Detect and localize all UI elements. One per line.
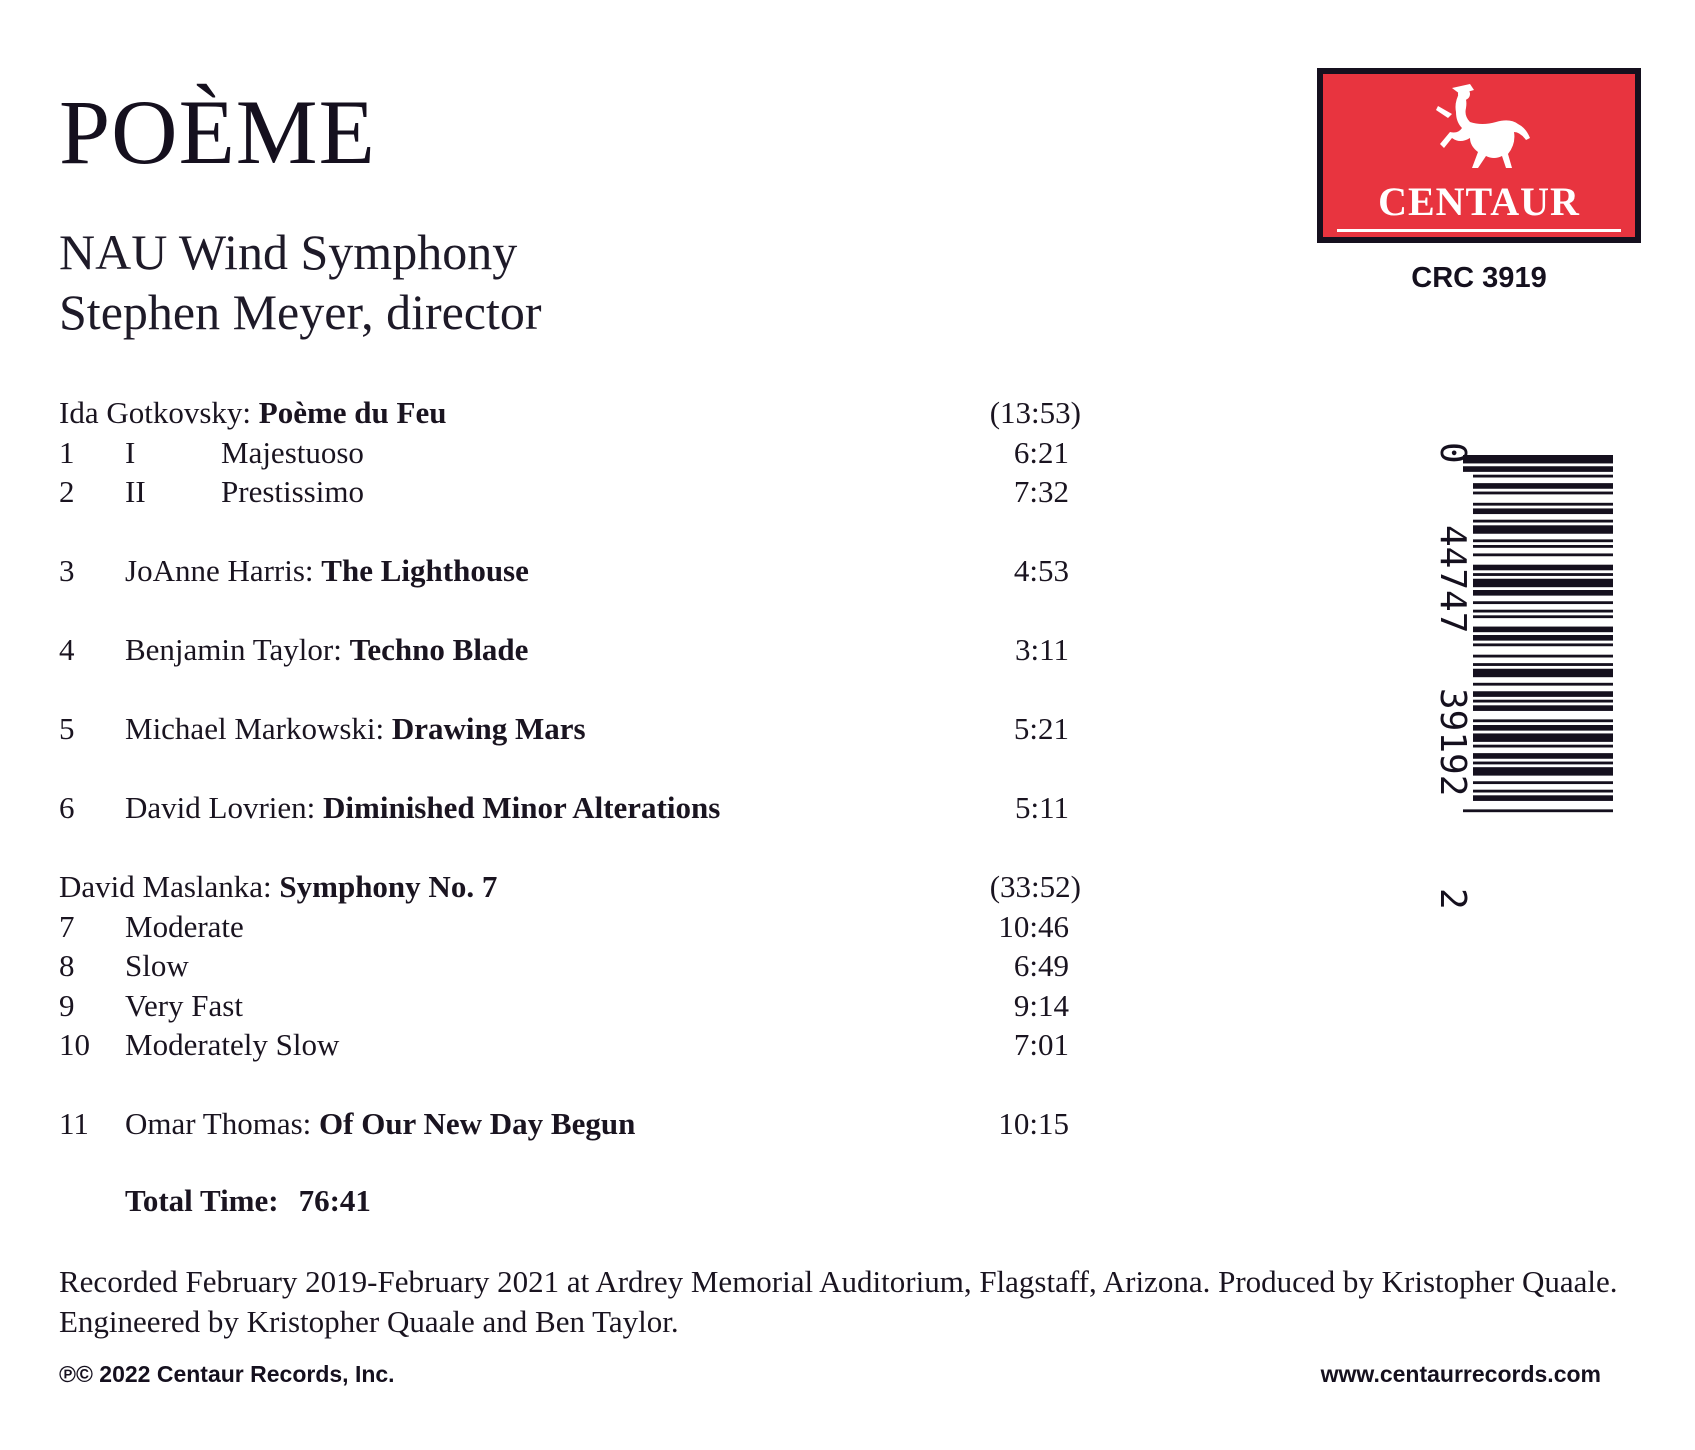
track-number: 7 — [59, 908, 75, 944]
track-number: 11 — [59, 1106, 89, 1141]
movement-numeral: II — [125, 474, 146, 509]
track-number: 8 — [59, 948, 75, 983]
track-row — [59, 1104, 1069, 1144]
barcode-bar — [1473, 590, 1613, 596]
barcode-bar — [1473, 627, 1613, 633]
track-row — [59, 709, 1069, 749]
movement-title: Moderate — [125, 908, 244, 944]
track-duration: 4:53 — [1013, 553, 1069, 588]
work-title: Poème du Feu — [258, 395, 447, 430]
track-row — [59, 433, 1069, 473]
barcode-bar — [1473, 579, 1613, 587]
copyright-line: ℗© 2022 Centaur Records, Inc. — [59, 1361, 395, 1387]
track-row — [59, 630, 1069, 670]
track-number: 9 — [59, 987, 75, 1023]
composer-name: David Maslanka: — [59, 869, 280, 904]
barcode-bar — [1473, 615, 1613, 618]
total-time-label: Total Time: — [125, 1183, 279, 1218]
composer-name: Benjamin Taylor: — [125, 632, 350, 667]
track-row — [59, 472, 1069, 512]
barcode-lead-digit: 0 — [1432, 442, 1473, 464]
barcode-bar — [1473, 565, 1613, 571]
track-number: 1 — [59, 434, 75, 470]
track-number: 4 — [59, 632, 75, 667]
recording-notes: Recorded February 2019-February 2021 at Ardrey Memorial Auditorium, Flagstaff, Arizona. Produced by Kristopher Quaale. Engineered by Kristopher Quaale and Ben Taylor. — [59, 1264, 1618, 1339]
track-duration: 7:01 — [1013, 1027, 1069, 1062]
director-name: Stephen Meyer, director — [59, 284, 542, 340]
work-duration: (13:53) — [989, 395, 1081, 430]
track-duration: 5:21 — [1013, 711, 1069, 746]
total-time — [125, 1183, 371, 1219]
barcode-bar — [1473, 539, 1613, 542]
barcode-bar — [1473, 691, 1613, 697]
barcode-bar — [1473, 492, 1613, 495]
barcode-bar — [1473, 508, 1613, 514]
barcode-bar — [1473, 719, 1613, 722]
track-row — [59, 946, 1069, 986]
album-title: POÈME — [59, 81, 376, 183]
track-number: 10 — [59, 1027, 90, 1062]
barcode-bar — [1473, 700, 1613, 703]
track-duration: 3:11 — [1015, 632, 1069, 667]
barcode-bar — [1473, 655, 1613, 658]
barcode-bar — [1473, 762, 1613, 765]
track-row — [59, 907, 1069, 947]
logo-underline — [1337, 229, 1621, 232]
barcode-bar — [1463, 455, 1613, 463]
track-number: 3 — [59, 553, 75, 588]
barcode-bar — [1473, 601, 1613, 604]
barcode-bar — [1473, 669, 1613, 677]
composer-name: Ida Gotkovsky: — [59, 395, 259, 430]
barcode-bar — [1473, 525, 1613, 533]
logo-panel — [1323, 74, 1635, 237]
work-heading — [59, 867, 1081, 907]
barcode-bar — [1463, 809, 1613, 812]
logo-wordmark — [1323, 178, 1635, 225]
movement-numeral: I — [125, 434, 136, 470]
movement-title: Majestuoso — [221, 434, 364, 470]
barcode-bar — [1473, 795, 1613, 801]
performer-block — [59, 222, 542, 342]
work-title: Diminished Minor Alterations — [323, 790, 721, 825]
work-title: Drawing Mars — [391, 711, 586, 746]
work-title: Of Our New Day Begun — [319, 1106, 636, 1141]
work-title: The Lighthouse — [321, 553, 529, 588]
composer-name: JoAnne Harris: — [125, 553, 322, 588]
barcode-bar — [1473, 767, 1613, 775]
barcode-bar — [1473, 545, 1613, 548]
composer-name: Omar Thomas: — [125, 1106, 320, 1141]
barcode-bar — [1473, 483, 1613, 489]
track-duration: 7:32 — [1013, 474, 1069, 509]
barcode-bar — [1463, 466, 1613, 472]
track-row — [59, 551, 1069, 591]
centaur-emblem-icon — [1430, 82, 1540, 174]
barcode-bar — [1473, 790, 1613, 793]
barcode-group-2: 39192 — [1432, 688, 1473, 797]
barcode-bar — [1473, 705, 1613, 711]
barcode-bar — [1473, 725, 1613, 731]
track-duration: 6:49 — [1013, 948, 1069, 983]
track-number: 2 — [59, 474, 75, 509]
barcode-bar — [1473, 663, 1613, 666]
barcode-check-digit: 2 — [1432, 888, 1473, 910]
track-duration: 6:21 — [1013, 434, 1069, 470]
work-heading — [59, 393, 1081, 433]
website-url: www.centaurrecords.com — [1320, 1361, 1601, 1387]
track-duration: 5:11 — [1015, 790, 1069, 825]
work-duration: (33:52) — [989, 869, 1081, 904]
label-name: CENTAUR — [1378, 179, 1580, 224]
total-time-value: 76:41 — [298, 1183, 371, 1218]
barcode-bar — [1473, 753, 1613, 759]
centaur-logo — [1317, 68, 1641, 243]
track-number: 5 — [59, 711, 75, 746]
barcode-bar — [1473, 745, 1613, 748]
barcode-bar — [1473, 610, 1613, 613]
track-duration: 10:46 — [998, 908, 1069, 944]
track-row — [59, 1025, 1069, 1065]
movement-title: Moderately Slow — [125, 1027, 340, 1062]
barcode-bar — [1473, 475, 1613, 478]
composer-name: Michael Markowski: — [125, 711, 392, 746]
barcode-bar — [1473, 520, 1613, 523]
track-row — [59, 986, 1069, 1026]
track-list — [59, 393, 1081, 1144]
barcode-bar — [1473, 733, 1613, 741]
track-duration: 9:14 — [1013, 987, 1069, 1023]
barcode-bar — [1473, 573, 1613, 576]
composer-name: David Lovrien: — [125, 790, 324, 825]
barcode-bar — [1473, 781, 1613, 784]
work-title: Techno Blade — [349, 632, 529, 667]
barcode-group-1: 44747 — [1432, 525, 1473, 634]
work-title: Symphony No. 7 — [279, 869, 498, 904]
track-duration: 10:15 — [998, 1106, 1069, 1141]
track-number: 6 — [59, 790, 75, 825]
barcode-bar — [1473, 635, 1613, 641]
catalog-number: CRC 3919 — [1411, 262, 1547, 294]
track-row — [59, 788, 1069, 828]
barcode-bar — [1473, 683, 1613, 686]
barcode-bar — [1473, 553, 1613, 556]
ensemble-name: NAU Wind Symphony — [59, 224, 518, 280]
barcode-graphic — [1433, 440, 1623, 910]
movement-title: Prestissimo — [221, 474, 364, 509]
barcode-bar — [1473, 643, 1613, 646]
movement-title: Slow — [125, 948, 189, 983]
barcode-bar — [1473, 503, 1613, 506]
movement-title: Very Fast — [125, 987, 243, 1023]
